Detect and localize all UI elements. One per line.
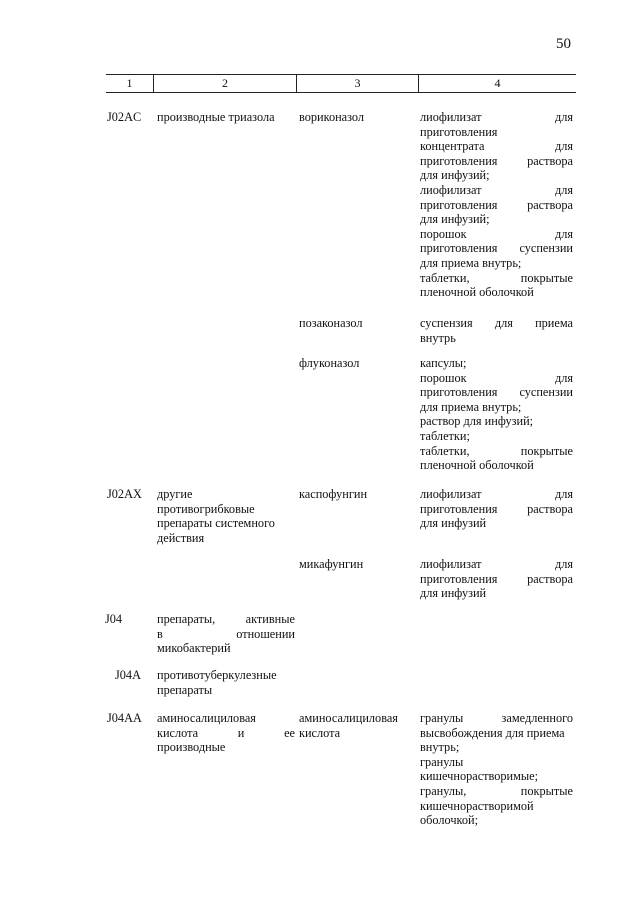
header-col-1: 1 — [106, 75, 154, 92]
form-line-word: гранулы — [420, 711, 464, 725]
form-line — [420, 429, 573, 444]
form-line-word: для — [494, 316, 513, 330]
form-line-word: раствора — [527, 571, 573, 586]
form-line-word: для инфузий — [420, 586, 487, 601]
form-line-word: суспензии — [519, 385, 573, 400]
form-line-word: порошок — [420, 370, 467, 385]
form-line-word: замедленного — [501, 711, 573, 725]
dosage-forms — [420, 356, 573, 473]
form-line-word: приготовления — [420, 241, 498, 256]
form-line-word: для — [554, 182, 573, 197]
form-line — [420, 769, 573, 784]
drug-name: микафунгин — [299, 557, 364, 571]
table-header — [106, 74, 576, 93]
dosage-forms — [420, 316, 573, 345]
form-line-word: приготовления — [420, 197, 498, 212]
form-line — [420, 183, 573, 198]
group-line-word: и — [237, 725, 245, 740]
atc-group-name — [157, 612, 295, 656]
form-line-word: для инфузий — [420, 516, 487, 531]
form-line-word: суспензии — [519, 241, 573, 256]
group-line — [157, 502, 295, 517]
form-line-word: приготовления — [420, 153, 498, 168]
drug-name: позаконазол — [299, 316, 363, 330]
drug-name: флуконазол — [299, 356, 360, 370]
group-line-word: производные — [157, 740, 226, 755]
atc-group-name — [157, 110, 295, 125]
header-col-3: 3 — [297, 75, 419, 92]
form-line — [420, 487, 573, 502]
form-line-word: для — [554, 370, 573, 385]
form-line — [420, 331, 573, 346]
form-line — [420, 516, 573, 531]
form-line — [420, 586, 573, 601]
group-line — [157, 668, 295, 683]
form-line-word: раствор для инфузий; — [420, 414, 534, 429]
form-line — [420, 458, 573, 473]
form-line — [420, 557, 573, 572]
group-line-word: аминосалициловая — [157, 711, 256, 725]
form-line — [420, 110, 573, 125]
group-line — [157, 627, 295, 642]
form-line — [420, 385, 573, 400]
atc-group-name — [157, 711, 295, 755]
form-line-word: лиофилизат — [420, 557, 482, 571]
group-line-word: противогрибковые — [157, 501, 255, 516]
form-line — [420, 414, 573, 429]
group-line-word: препараты, — [157, 612, 216, 626]
atc-code: J04AA — [107, 711, 142, 725]
form-line — [420, 755, 573, 770]
group-line — [157, 641, 295, 656]
form-line-word: приготовления — [420, 571, 498, 586]
form-line-word: пленочной оболочкой — [420, 285, 534, 300]
group-line-word: активные — [245, 612, 295, 626]
atc-group-name — [157, 668, 295, 697]
form-line-word: лиофилизат — [420, 487, 482, 501]
form-line-word: гранулы — [420, 754, 464, 769]
form-line — [420, 572, 573, 587]
form-line — [420, 784, 573, 799]
group-line-word: действия — [157, 530, 205, 545]
dosage-forms — [420, 711, 573, 828]
group-line — [157, 110, 295, 125]
form-line-word: приема — [535, 316, 573, 330]
atc-code: J04 — [105, 612, 123, 626]
form-line — [420, 285, 573, 300]
form-line-word: таблетки, — [420, 443, 470, 458]
group-line-word: препараты системного — [157, 516, 275, 531]
page-number: 50 — [556, 36, 571, 52]
form-line-word: порошок — [420, 226, 467, 241]
atc-group-name — [157, 487, 295, 545]
form-line-word: пленочной оболочкой — [420, 458, 534, 473]
group-line-word: микобактерий — [157, 641, 231, 656]
form-line — [420, 154, 573, 169]
form-line — [420, 241, 573, 256]
form-line-word: для — [554, 557, 573, 571]
form-line — [420, 711, 573, 726]
group-line-word: ее — [284, 725, 295, 740]
form-line — [420, 356, 573, 371]
form-line-word: для приема внутрь; — [420, 399, 522, 414]
form-line-word: раствора — [527, 501, 573, 516]
group-line — [157, 683, 295, 698]
form-line — [420, 198, 573, 213]
form-line-word: для — [554, 226, 573, 241]
group-line — [157, 516, 295, 531]
group-line-word: производные триазола — [157, 110, 275, 124]
form-line-word: внутрь — [420, 330, 456, 345]
form-line — [420, 400, 573, 415]
drug-name: каспофунгин — [299, 487, 368, 501]
form-line-word: лиофилизат — [420, 110, 482, 124]
header-col-4: 4 — [494, 76, 501, 90]
form-line — [420, 256, 573, 271]
form-line-word: концентрата — [420, 139, 485, 154]
atc-code: J02AX — [107, 487, 142, 501]
group-line-word: противотуберкулезные — [157, 668, 277, 682]
form-line-word: приготовления — [420, 385, 498, 400]
form-line-word: капсулы; — [420, 356, 467, 370]
form-line-word: таблетки; — [420, 428, 470, 443]
form-line-word: оболочкой; — [420, 813, 479, 828]
form-line-word: кишечнорастворимые; — [420, 769, 539, 784]
group-line — [157, 740, 295, 755]
form-line — [420, 227, 573, 242]
form-line-word: лиофилизат — [420, 182, 482, 197]
group-line — [157, 711, 295, 726]
form-line-word: раствора — [527, 197, 573, 212]
form-line — [420, 726, 573, 741]
dosage-forms — [420, 487, 573, 531]
drug-name: вориконазол — [299, 110, 365, 124]
group-line-word: кислота — [157, 725, 199, 740]
form-line-word: таблетки, — [420, 270, 470, 285]
form-line — [420, 212, 573, 227]
form-line-word: покрытые — [520, 270, 573, 285]
form-line-word: для инфузий; — [420, 212, 490, 227]
form-line — [420, 502, 573, 517]
group-line — [157, 487, 295, 502]
form-line — [420, 271, 573, 286]
group-line — [157, 531, 295, 546]
group-line-word: отношении — [236, 626, 295, 641]
form-line-word: гранулы, — [420, 783, 467, 798]
form-line — [420, 139, 573, 154]
form-line-word: кишечнорастворимой — [420, 798, 534, 813]
group-line — [157, 612, 295, 627]
form-line-word: для инфузий; — [420, 168, 490, 183]
dosage-forms — [420, 557, 573, 601]
form-line-word: для приема внутрь; — [420, 255, 522, 270]
form-line — [420, 444, 573, 459]
form-line-word: покрытые — [520, 783, 573, 798]
atc-code: J04A — [115, 668, 141, 682]
form-line-word: внутрь; — [420, 740, 460, 755]
form-line — [420, 316, 573, 331]
form-line-word: раствора — [527, 153, 573, 168]
form-line-word: для — [554, 487, 573, 501]
form-line-word: для — [554, 110, 573, 124]
form-line — [420, 168, 573, 183]
dosage-forms — [420, 110, 573, 300]
form-line — [420, 125, 573, 140]
atc-code: J02AC — [107, 110, 142, 124]
form-line-word: для — [554, 139, 573, 154]
group-line-word: препараты — [157, 682, 213, 697]
form-line-word: высвобождения для приема — [420, 725, 565, 740]
group-line-word: в — [157, 626, 163, 641]
form-line-word: суспензия — [420, 316, 473, 330]
form-line — [420, 813, 573, 828]
form-line — [420, 799, 573, 814]
drug-name: аминосалициловая кислота — [299, 711, 398, 740]
group-line — [157, 726, 295, 741]
form-line — [420, 740, 573, 755]
form-line — [420, 371, 573, 386]
form-line-word: приготовления — [420, 501, 498, 516]
group-line-word: другие — [157, 487, 193, 501]
form-line-word: приготовления — [420, 124, 498, 139]
header-col-2: 2 — [154, 75, 297, 92]
form-line-word: покрытые — [520, 443, 573, 458]
